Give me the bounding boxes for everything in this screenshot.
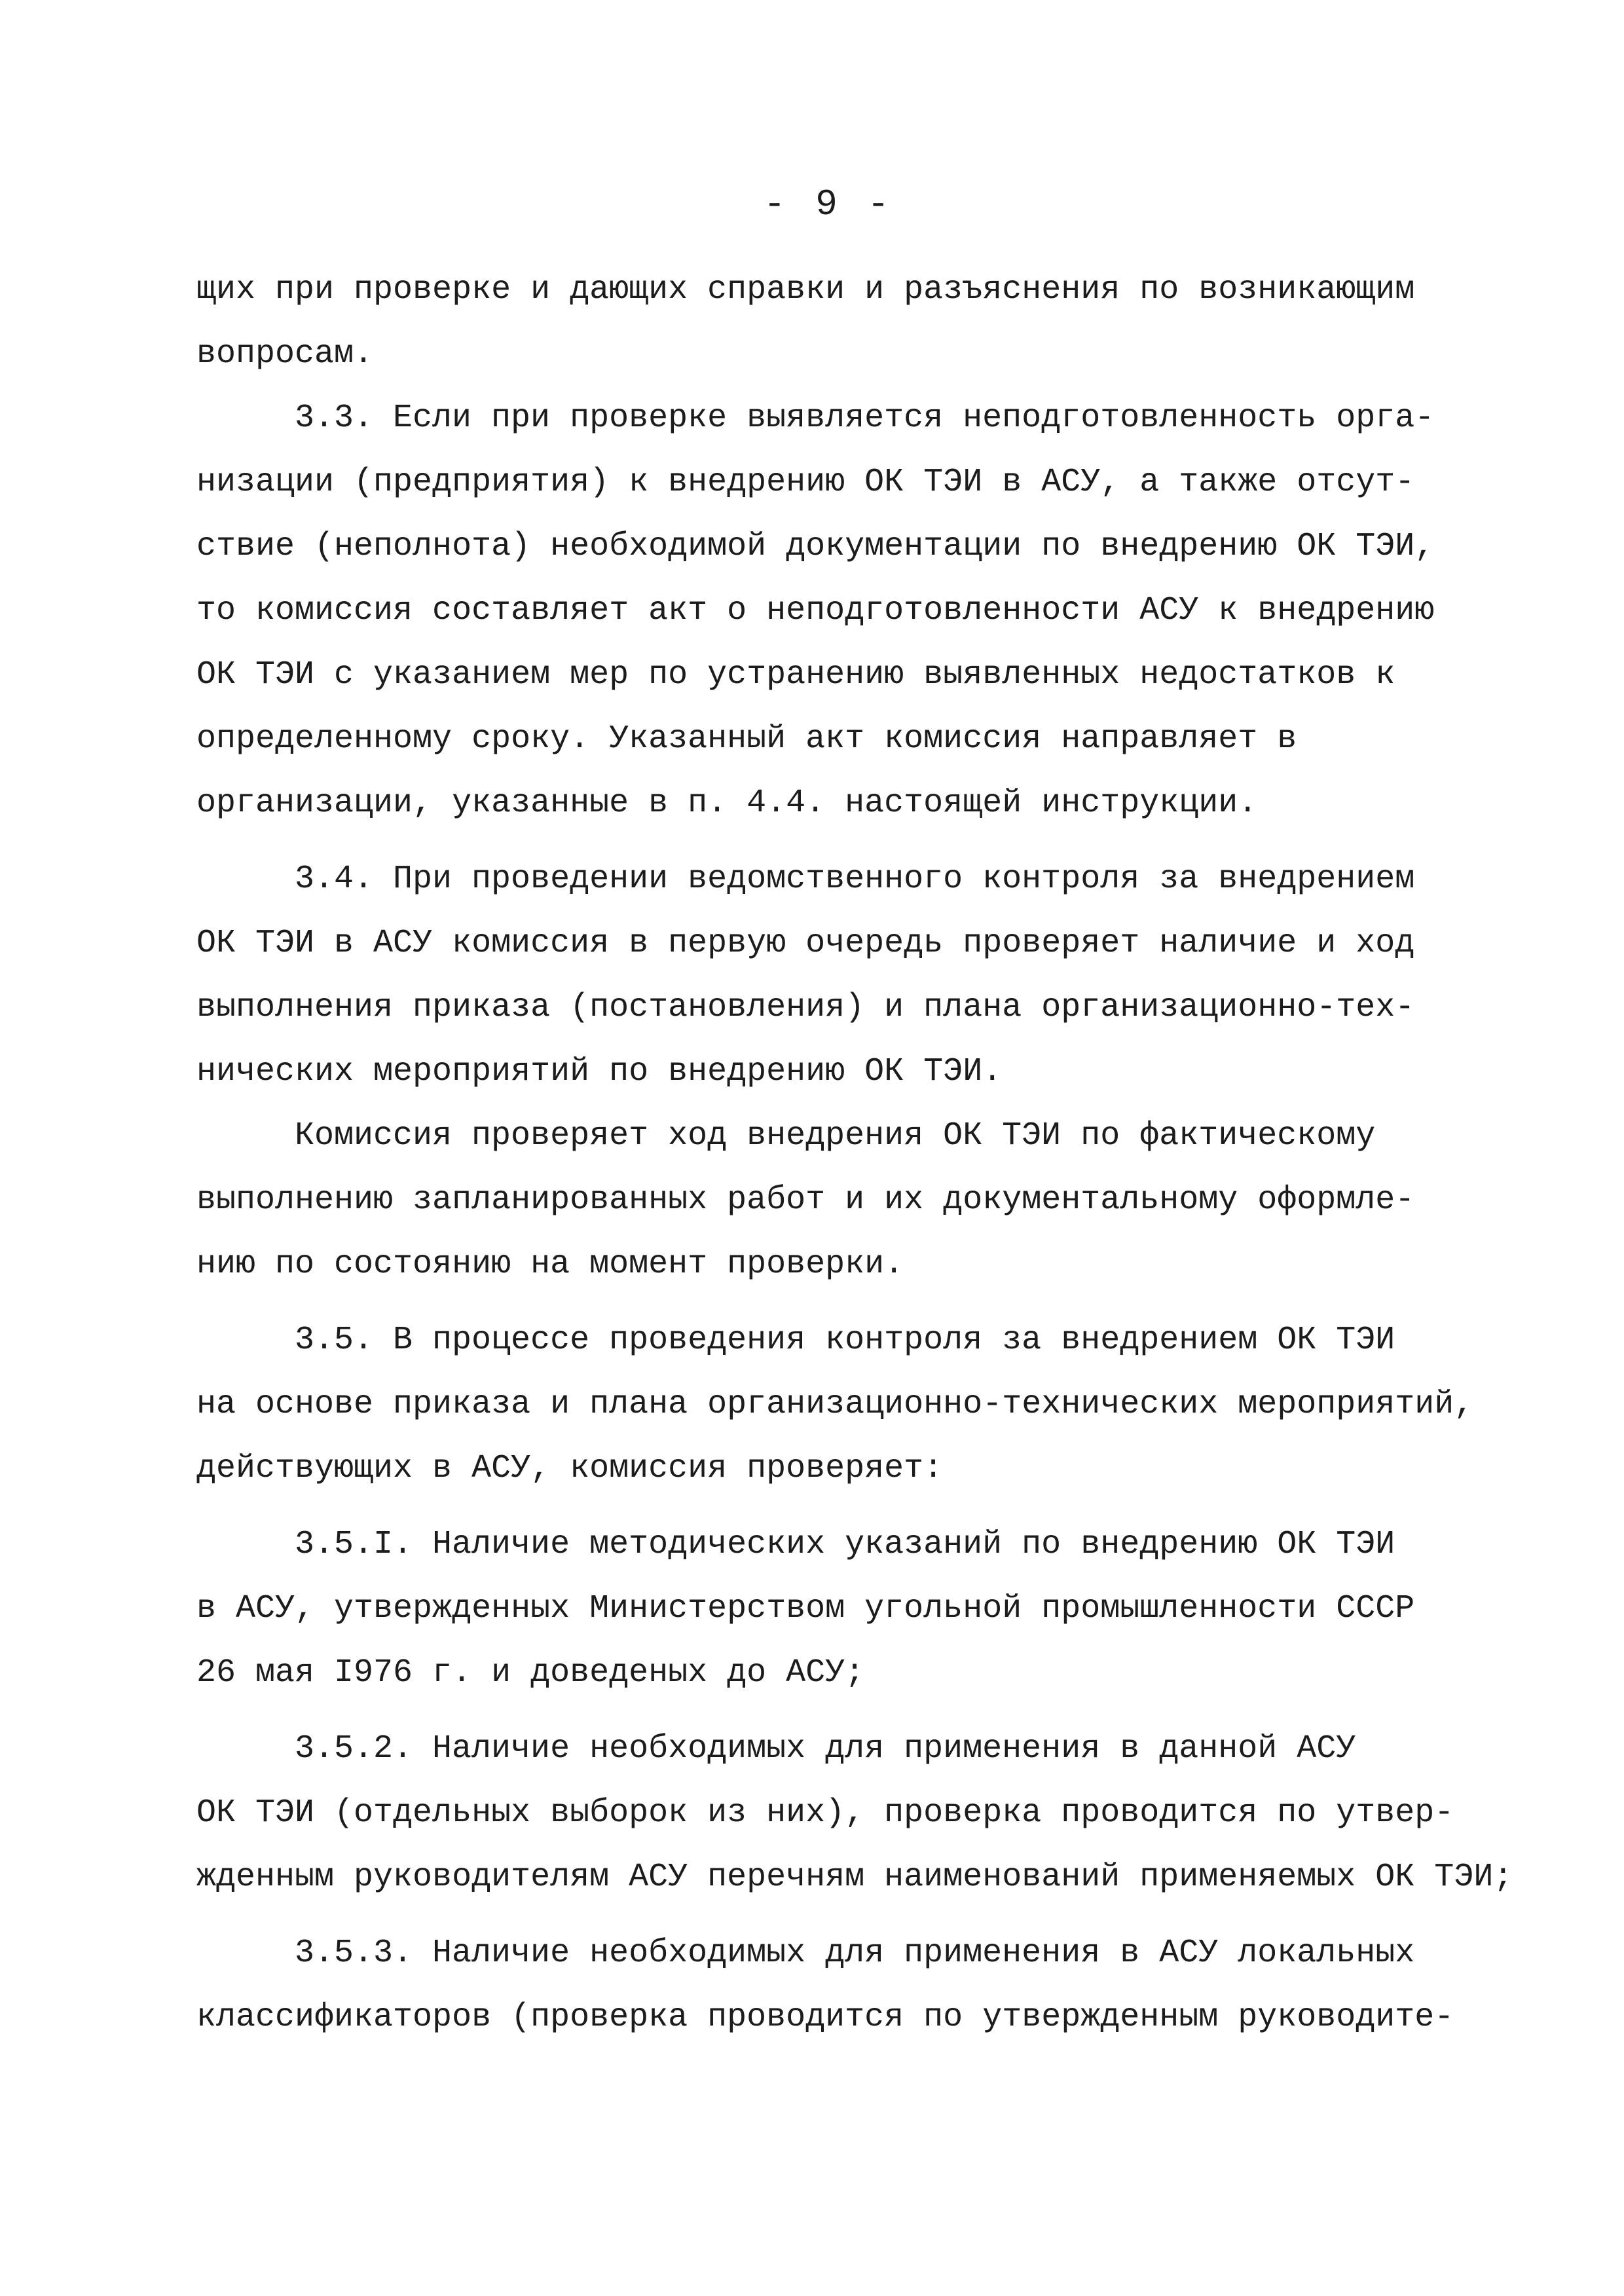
text-line: на основе приказа и плана организационно-технических мероприятий, bbox=[196, 1386, 1474, 1423]
paragraph-3-5-2 bbox=[196, 1717, 1559, 1910]
text-line: жденным руководителям АСУ перечням наименований применяемых ОК ТЭИ; bbox=[196, 1859, 1513, 1896]
document-body bbox=[196, 258, 1559, 2050]
paragraph-3-4-continued bbox=[196, 1104, 1559, 1297]
text-line: нию по состоянию на момент проверки. bbox=[196, 1246, 904, 1283]
paragraph-3-4 bbox=[196, 847, 1559, 1104]
paragraph-3-5 bbox=[196, 1308, 1559, 1501]
text-line: нических мероприятий по внедрению ОК ТЭИ. bbox=[196, 1053, 1003, 1090]
text-line: 26 мая I976 г. и доведеных до АСУ; bbox=[196, 1654, 865, 1692]
text-line: ОК ТЭИ в АСУ комиссия в первую очередь проверяет наличие и ход bbox=[196, 925, 1415, 962]
paragraph-continuation bbox=[196, 258, 1559, 386]
text-line: то комиссия составляет акт о неподготовленности АСУ к внедрению bbox=[196, 592, 1435, 629]
text-line: Комиссия проверяет ход внедрения ОК ТЭИ по фактическому bbox=[295, 1117, 1376, 1155]
paragraph-3-5-1 bbox=[196, 1513, 1559, 1705]
text-line: вопросам. bbox=[196, 335, 374, 373]
text-line: щих при проверке и дающих справки и разъяснения по возникающим bbox=[196, 271, 1415, 308]
paragraph-3-3 bbox=[196, 386, 1559, 836]
text-line: 3.3. Если при проверке выявляется неподготовленность орга- bbox=[295, 399, 1435, 437]
text-line: 3.4. При проведении ведомственного контроля за внедрением bbox=[295, 861, 1415, 898]
text-line: ствие (неполнота) необходимой документации по внедрению ОК ТЭИ, bbox=[196, 528, 1435, 565]
text-line: ОК ТЭИ с указанием мер по устранению выявленных недостатков к bbox=[196, 656, 1395, 694]
text-line: выполнения приказа (постановления) и плана организационно-тех- bbox=[196, 989, 1415, 1026]
text-line: 3.5.I. Наличие методических указаний по внедрению ОК ТЭИ bbox=[295, 1526, 1395, 1563]
text-line: определенному сроку. Указанный акт комиссия направляет в bbox=[196, 720, 1297, 758]
text-line: ОК ТЭИ (отдельных выборок из них), проверка проводится по утвер- bbox=[196, 1794, 1454, 1832]
text-line: организации, указанные в п. 4.4. настоящей инструкции. bbox=[196, 785, 1258, 822]
text-line: низации (предприятия) к внедрению ОК ТЭИ в АСУ, а также отсут- bbox=[196, 464, 1415, 501]
text-line: в АСУ, утвержденных Министерством угольной промышленности СССР bbox=[196, 1590, 1415, 1627]
text-line: 3.5. В процессе проведения контроля за внедрением ОК ТЭИ bbox=[295, 1322, 1395, 1359]
page-number: - 9 - bbox=[763, 183, 894, 225]
text-line: 3.5.3. Наличие необходимых для применения в АСУ локальных bbox=[295, 1935, 1415, 1972]
text-line: классификаторов (проверка проводится по утвержденным руководите- bbox=[196, 1999, 1454, 2036]
text-line: действующих в АСУ, комиссия проверяет: bbox=[196, 1450, 944, 1487]
text-line: выполнению запланированных работ и их документальному оформле- bbox=[196, 1181, 1415, 1219]
paragraph-3-5-3 bbox=[196, 1921, 1559, 2050]
text-line: 3.5.2. Наличие необходимых для применения в данной АСУ bbox=[295, 1730, 1356, 1768]
